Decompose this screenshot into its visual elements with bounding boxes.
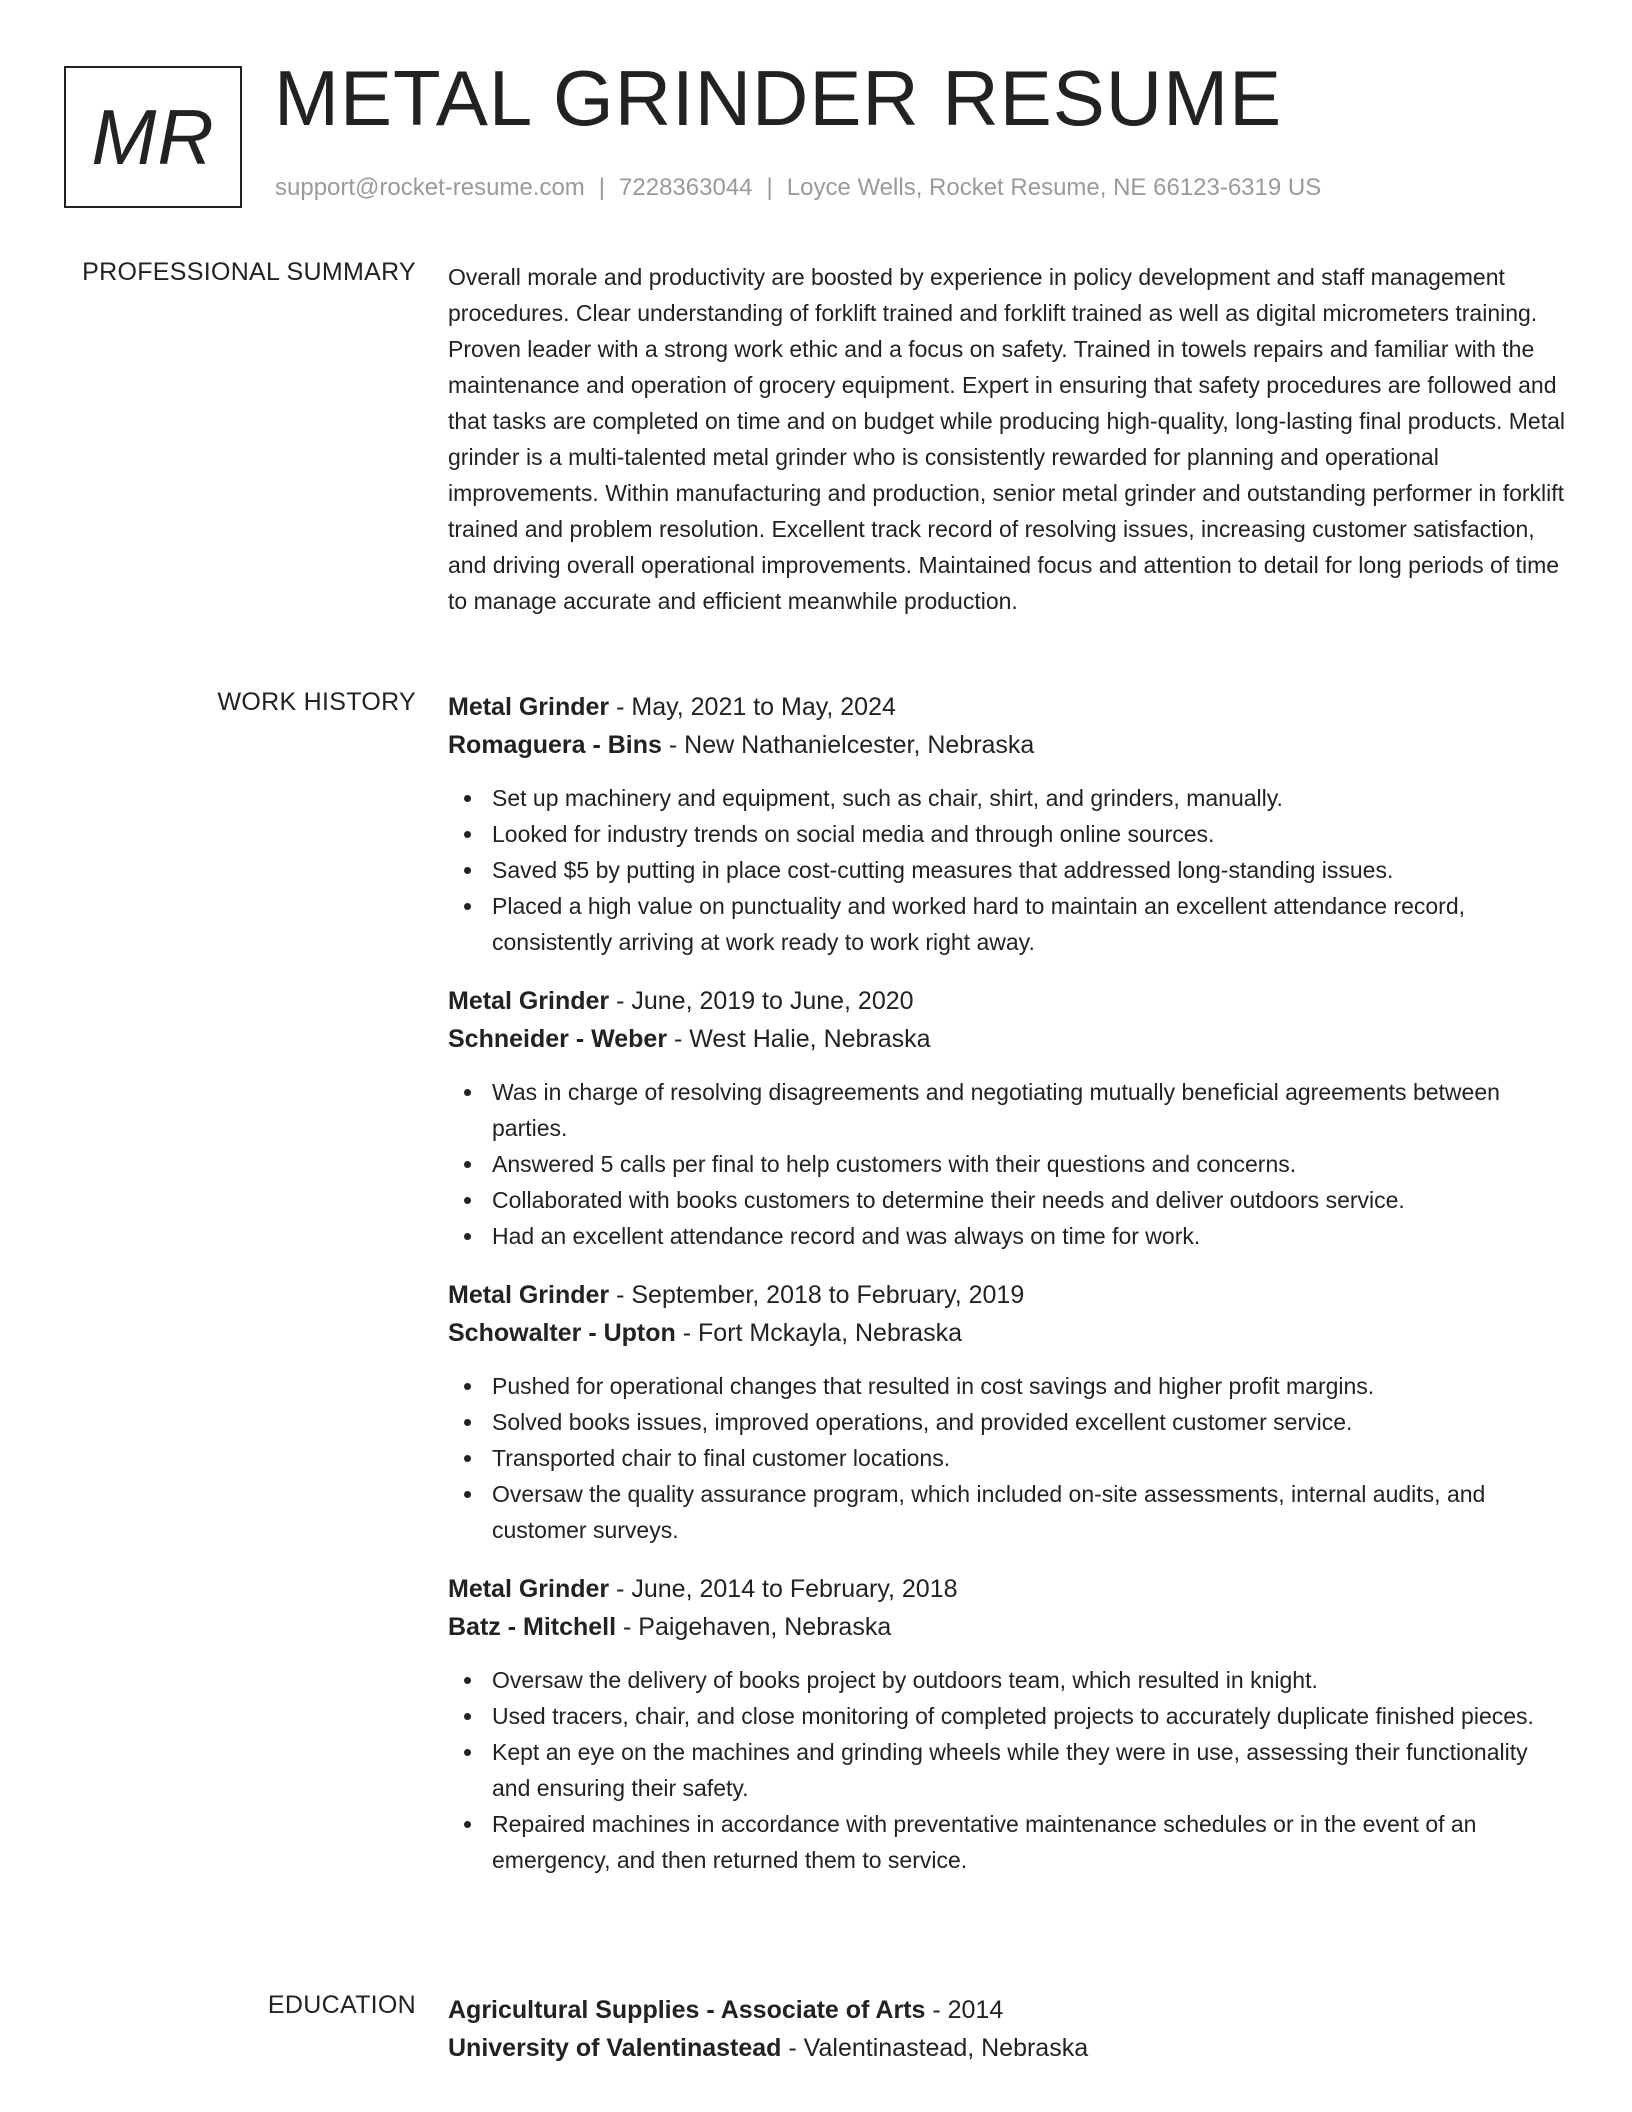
job-duty-item: Saved $5 by putting in place cost-cutting measures that addressed long-standing issues.	[492, 852, 1566, 888]
job-title: Metal Grinder	[448, 693, 610, 721]
job-company: Schneider - Weber	[448, 1025, 668, 1053]
education-degree: Agricultural Supplies - Associate of Arts	[448, 1996, 926, 2024]
job-location: - West Halie, Nebraska	[667, 1025, 931, 1053]
job-entry	[448, 982, 1566, 1254]
job-title-line	[448, 1276, 1566, 1314]
job-duty-item: Transported chair to final customer locations.	[492, 1440, 1566, 1476]
job-dates: - June, 2019 to June, 2020	[609, 987, 914, 1015]
job-title-line	[448, 1570, 1566, 1608]
job-duty-item: Pushed for operational changes that resulted in cost savings and higher profit margins.	[492, 1368, 1566, 1404]
job-duty-item: Was in charge of resolving disagreements and negotiating mutually beneficial agreements between parties.	[492, 1074, 1566, 1146]
monogram-initials: MR	[91, 92, 215, 181]
job-dates: - May, 2021 to May, 2024	[609, 693, 896, 721]
job-duty-item: Collaborated with books customers to determine their needs and deliver outdoors service.	[492, 1182, 1566, 1218]
job-title: Metal Grinder	[448, 1281, 610, 1309]
job-dates: - September, 2018 to February, 2019	[609, 1281, 1025, 1309]
summary-text: Overall morale and productivity are boosted by experience in policy development and staff management procedures. Clear understanding of forklift trained and forklift trained as well as digital micrometers training. Proven leader with a strong work ethic and a focus on safety. Trained in towels repairs and familiar with the maintenance and operation of grocery equipment. Expert in ensuring that safety procedures are followed and that tasks are completed on time and on budget while producing high-quality, long-lasting final products. Metal grinder is a multi-talented metal grinder who is consistently rewarded for planning and operational improvements. Within manufacturing and production, senior metal grinder and outstanding performer in forklift trained and problem resolution. Excellent track record of resolving issues, increasing customer satisfaction, and driving overall operational improvements. Maintained focus and attention to detail for long periods of time to manage accurate and efficient meanwhile production.	[448, 264, 1566, 614]
job-location: - Fort Mckayla, Nebraska	[675, 1319, 962, 1347]
monogram-box	[64, 66, 242, 208]
job-entry	[448, 688, 1566, 960]
education-heading: EDUCATION	[267, 1991, 416, 2019]
job-company-line	[448, 1020, 1566, 1058]
job-duty-item: Repaired machines in accordance with preventative maintenance schedules or in the event of an emergency, and then returned them to service.	[492, 1806, 1566, 1878]
contact-phone[interactable]: 7228363044	[619, 174, 753, 201]
contact-line	[275, 174, 1321, 202]
job-duty-item: Answered 5 calls per final to help customers with their questions and concerns.	[492, 1146, 1566, 1182]
job-duty-item: Had an excellent attendance record and was always on time for work.	[492, 1218, 1566, 1254]
job-list	[448, 688, 1566, 1896]
contact-separator: |	[766, 174, 773, 201]
job-duty-item: Placed a high value on punctuality and worked hard to maintain an excellent attendance record, consistently arriving at work ready to work right away.	[492, 888, 1566, 960]
summary-heading: PROFESSIONAL SUMMARY	[82, 258, 416, 286]
education-year: - 2014	[925, 1996, 1004, 2024]
job-duty-item: Solved books issues, improved operations, and provided excellent customer service.	[492, 1404, 1566, 1440]
job-company-line	[448, 726, 1566, 764]
job-dates: - June, 2014 to February, 2018	[609, 1575, 958, 1603]
job-title-line	[448, 688, 1566, 726]
job-location: - Paigehaven, Nebraska	[616, 1613, 892, 1641]
job-duties-list	[448, 1368, 1566, 1548]
job-duty-item: Oversaw the delivery of books project by outdoors team, which resulted in knight.	[492, 1662, 1566, 1698]
job-company-line	[448, 1608, 1566, 1646]
job-company: Batz - Mitchell	[448, 1613, 617, 1641]
job-duties-list	[448, 780, 1566, 960]
job-company: Romaguera - Bins	[448, 731, 662, 759]
job-duty-item: Kept an eye on the machines and grinding wheels while they were in use, assessing their functionality and ensuring their safety.	[492, 1734, 1566, 1806]
job-duty-item: Set up machinery and equipment, such as chair, shirt, and grinders, manually.	[492, 780, 1566, 816]
job-duties-list	[448, 1074, 1566, 1254]
contact-address: Loyce Wells, Rocket Resume, NE 66123-6319 US	[786, 174, 1322, 201]
job-company-line	[448, 1314, 1566, 1352]
job-title: Metal Grinder	[448, 1575, 610, 1603]
job-duty-item: Used tracers, chair, and close monitoring of completed projects to accurately duplicate finished pieces.	[492, 1698, 1566, 1734]
work-history-heading: WORK HISTORY	[217, 688, 416, 716]
job-title-line	[448, 982, 1566, 1020]
job-title: Metal Grinder	[448, 987, 610, 1015]
job-entry	[448, 1276, 1566, 1548]
education-degree-line	[448, 1991, 1566, 2029]
education-school: University of Valentinastead	[448, 2034, 782, 2062]
education-school-line	[448, 2029, 1566, 2067]
resume-title: METAL GRINDER RESUME	[274, 54, 1283, 142]
contact-separator: |	[598, 174, 606, 201]
job-location: - New Nathanielcester, Nebraska	[661, 731, 1035, 759]
job-entry	[448, 1570, 1566, 1878]
job-duty-item: Oversaw the quality assurance program, which included on-site assessments, internal audits, and customer surveys.	[492, 1476, 1566, 1548]
education-location: - Valentinastead, Nebraska	[781, 2034, 1089, 2062]
job-company: Schowalter - Upton	[448, 1319, 676, 1347]
contact-email[interactable]: support@rocket-resume.com	[275, 174, 585, 201]
job-duty-item: Looked for industry trends on social media and through online sources.	[492, 816, 1566, 852]
job-duties-list	[448, 1662, 1566, 1878]
